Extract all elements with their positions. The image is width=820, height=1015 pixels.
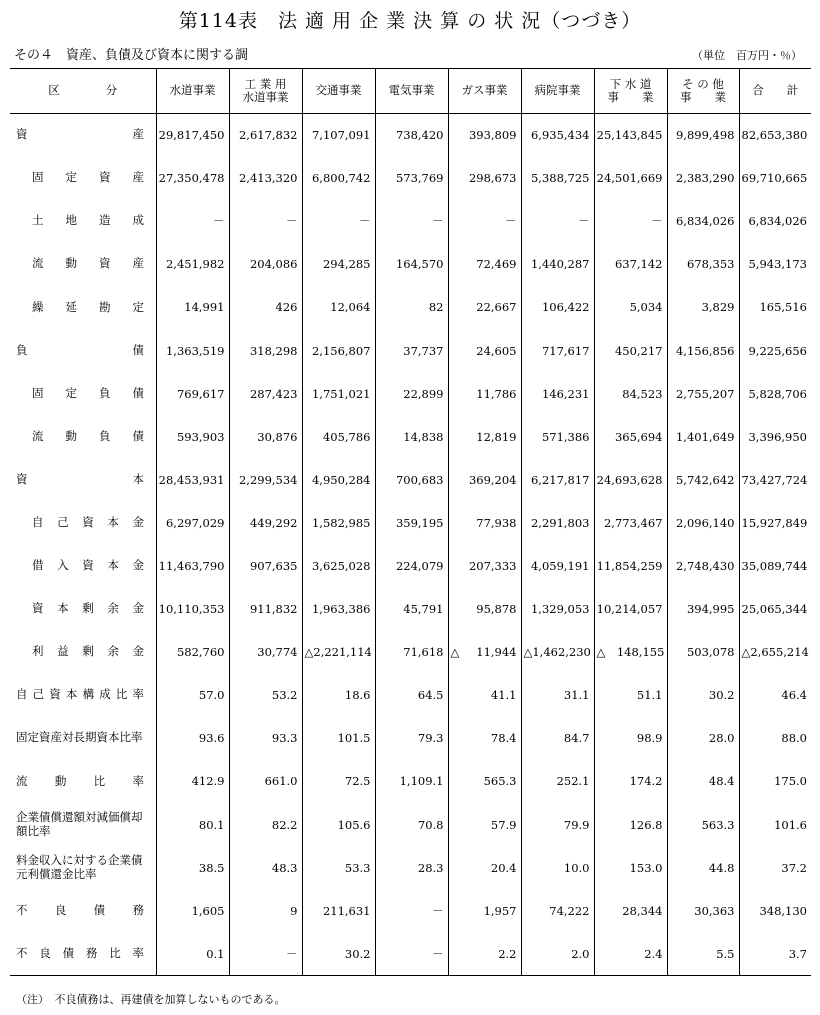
value-cell: 1,751,021	[302, 372, 375, 415]
table-body	[10, 114, 811, 976]
header-label: そ の 他 事 業	[680, 76, 726, 104]
value-cell: 1,440,287	[521, 243, 594, 286]
value-cell: 46.4	[739, 674, 811, 717]
row-label: 固定負債	[32, 385, 144, 400]
value-cell: 911,832	[229, 588, 302, 631]
value-cell: 30,876	[229, 415, 302, 458]
table-row	[10, 588, 811, 631]
value-cell: 24,605	[448, 329, 521, 372]
value-cell: 2.4	[594, 932, 667, 975]
row-label-cell	[10, 631, 156, 674]
value-cell: 563.3	[667, 803, 739, 846]
value-cell: 18.6	[302, 674, 375, 717]
table-row	[10, 889, 811, 932]
value-cell: 82	[375, 286, 448, 329]
value-cell: 12,819	[448, 415, 521, 458]
value-cell: 2,773,467	[594, 501, 667, 544]
value-cell: 11,786	[448, 372, 521, 415]
row-label-cell	[10, 114, 156, 157]
value-cell: 44.8	[667, 846, 739, 889]
row-label-cell	[10, 717, 156, 760]
financial-table	[10, 68, 811, 976]
value-cell: 64.5	[375, 674, 448, 717]
value-cell: 164,570	[375, 243, 448, 286]
row-label: 企業債償還額対減価償却額比率	[16, 809, 143, 838]
value-cell: 51.1	[594, 674, 667, 717]
value-cell: 1,401,649	[667, 415, 739, 458]
value-cell: 700,683	[375, 458, 448, 501]
header-cell	[739, 69, 811, 114]
row-label: 資産	[16, 127, 144, 142]
value-cell: 2,748,430	[667, 544, 739, 587]
section-subtitle: その４ 資産、負債及び資本に関する調	[14, 48, 249, 63]
value-cell: 25,143,845	[594, 114, 667, 157]
value-cell: 593,903	[156, 415, 229, 458]
value-cell: 3,396,950	[739, 415, 811, 458]
row-label: 利益剰余金	[32, 644, 144, 659]
value-cell: －	[375, 200, 448, 243]
value-cell: 9	[229, 889, 302, 932]
value-cell: 2,755,207	[667, 372, 739, 415]
value-cell: 318,298	[229, 329, 302, 372]
row-label-cell	[10, 889, 156, 932]
row-label-cell	[10, 544, 156, 587]
row-label: 料金収入に対する企業債元利償還金比率	[16, 852, 143, 881]
footnote: （注） 不良債務は、再建債を加算しないものである。	[16, 993, 286, 1006]
value-cell: 48.3	[229, 846, 302, 889]
row-label: 自己資本構成比率	[16, 687, 144, 702]
value-cell: 11,854,259	[594, 544, 667, 587]
value-cell: 2,291,803	[521, 501, 594, 544]
value-cell: 769,617	[156, 372, 229, 415]
value-cell: 41.1	[448, 674, 521, 717]
value-cell: 426	[229, 286, 302, 329]
value-cell: 74,222	[521, 889, 594, 932]
value-cell: 359,195	[375, 501, 448, 544]
value-cell: 80.1	[156, 803, 229, 846]
value-cell: 10,214,057	[594, 588, 667, 631]
value-cell: △ 11,944	[448, 631, 521, 674]
table-row	[10, 932, 811, 975]
value-cell: 69,710,665	[739, 157, 811, 200]
value-cell: 70.8	[375, 803, 448, 846]
header-cell	[302, 69, 375, 114]
value-cell: 93.6	[156, 717, 229, 760]
value-cell: 717,617	[521, 329, 594, 372]
value-cell: 30,774	[229, 631, 302, 674]
value-cell: 450,217	[594, 329, 667, 372]
row-label: 資本剰余金	[32, 601, 144, 616]
value-cell: 22,899	[375, 372, 448, 415]
value-cell: 503,078	[667, 631, 739, 674]
row-label-cell	[10, 674, 156, 717]
value-cell: 907,635	[229, 544, 302, 587]
row-label: 固定資産	[32, 170, 144, 185]
value-cell: 5,742,642	[667, 458, 739, 501]
value-cell: 72,469	[448, 243, 521, 286]
value-cell: 38.5	[156, 846, 229, 889]
header-label: 下 水 道 事 業	[607, 76, 654, 104]
value-cell: 637,142	[594, 243, 667, 286]
value-cell: 9,899,498	[667, 114, 739, 157]
value-cell: 126.8	[594, 803, 667, 846]
value-cell: 2,617,832	[229, 114, 302, 157]
table-row	[10, 329, 811, 372]
value-cell: 29,817,450	[156, 114, 229, 157]
value-cell: 393,809	[448, 114, 521, 157]
table-row	[10, 544, 811, 587]
table-row	[10, 458, 811, 501]
value-cell: 573,769	[375, 157, 448, 200]
value-cell: 5,828,706	[739, 372, 811, 415]
value-cell: 571,386	[521, 415, 594, 458]
value-cell: 2,383,290	[667, 157, 739, 200]
value-cell: 57.0	[156, 674, 229, 717]
value-cell: 1,957	[448, 889, 521, 932]
table-row	[10, 286, 811, 329]
value-cell: 14,838	[375, 415, 448, 458]
header-label: 工 業 用 水道事業	[242, 76, 289, 104]
value-cell: △2,221,114	[302, 631, 375, 674]
header-cell	[375, 69, 448, 114]
table-row	[10, 157, 811, 200]
value-cell: 3.7	[739, 932, 811, 975]
row-label: 流動資産	[32, 256, 144, 271]
value-cell: 28.0	[667, 717, 739, 760]
value-cell: 101.5	[302, 717, 375, 760]
value-cell: △2,655,214	[739, 631, 811, 674]
value-cell: 15,927,849	[739, 501, 811, 544]
value-cell: 4,059,191	[521, 544, 594, 587]
row-label-cell	[10, 243, 156, 286]
header-cell	[156, 69, 229, 114]
value-cell: 5,034	[594, 286, 667, 329]
value-cell: 35,089,744	[739, 544, 811, 587]
value-cell: 6,834,026	[667, 200, 739, 243]
value-cell: 12,064	[302, 286, 375, 329]
value-cell: 30,363	[667, 889, 739, 932]
value-cell: 79.9	[521, 803, 594, 846]
value-cell: 106,422	[521, 286, 594, 329]
value-cell: 72.5	[302, 760, 375, 803]
value-cell: 98.9	[594, 717, 667, 760]
header-cell	[521, 69, 594, 114]
row-label-cell	[10, 200, 156, 243]
value-cell: 57.9	[448, 803, 521, 846]
value-cell: 4,156,856	[667, 329, 739, 372]
table-row	[10, 372, 811, 415]
value-cell: 146,231	[521, 372, 594, 415]
row-label: 資本	[16, 471, 144, 486]
value-cell: 565.3	[448, 760, 521, 803]
table-row	[10, 631, 811, 674]
table-row	[10, 674, 811, 717]
value-cell: 88.0	[739, 717, 811, 760]
value-cell: 6,935,434	[521, 114, 594, 157]
row-label-cell	[10, 846, 156, 889]
value-cell: 3,625,028	[302, 544, 375, 587]
value-cell: 7,107,091	[302, 114, 375, 157]
table-row	[10, 760, 811, 803]
value-cell: 24,693,628	[594, 458, 667, 501]
value-cell: 1,963,386	[302, 588, 375, 631]
value-cell: 28,344	[594, 889, 667, 932]
table-row	[10, 803, 811, 846]
value-cell: 11,463,790	[156, 544, 229, 587]
table-row	[10, 717, 811, 760]
value-cell: 348,130	[739, 889, 811, 932]
value-cell: 6,834,026	[739, 200, 811, 243]
row-label-cell	[10, 501, 156, 544]
table-row	[10, 501, 811, 544]
value-cell: 37.2	[739, 846, 811, 889]
value-cell: 24,501,669	[594, 157, 667, 200]
row-label: 流動比率	[16, 773, 144, 788]
value-cell: 9,225,656	[739, 329, 811, 372]
header-row	[10, 69, 811, 114]
value-cell: 2.0	[521, 932, 594, 975]
value-cell: 287,423	[229, 372, 302, 415]
header-label: 電気事業	[388, 83, 435, 98]
value-cell: －	[375, 889, 448, 932]
value-cell: 2,156,807	[302, 329, 375, 372]
value-cell: 28,453,931	[156, 458, 229, 501]
value-cell: －	[375, 932, 448, 975]
value-cell: －	[156, 200, 229, 243]
row-label: 流動負債	[32, 428, 144, 443]
value-cell: 175.0	[739, 760, 811, 803]
value-cell: 28.3	[375, 846, 448, 889]
row-label-cell	[10, 329, 156, 372]
row-label: 自己資本金	[32, 514, 144, 529]
value-cell: 30.2	[302, 932, 375, 975]
value-cell: 405,786	[302, 415, 375, 458]
row-label: 負債	[16, 342, 144, 357]
value-cell: 4,950,284	[302, 458, 375, 501]
row-label: 不良債務比率	[16, 945, 144, 960]
value-cell: 1,582,985	[302, 501, 375, 544]
value-cell: －	[229, 932, 302, 975]
value-cell: 3,829	[667, 286, 739, 329]
value-cell: 204,086	[229, 243, 302, 286]
header-label: 水道事業	[169, 83, 216, 98]
table-row	[10, 243, 811, 286]
value-cell: 5,943,173	[739, 243, 811, 286]
row-label-cell	[10, 932, 156, 975]
value-cell: 252.1	[521, 760, 594, 803]
row-label: 借入資本金	[32, 558, 144, 573]
value-cell: 6,217,817	[521, 458, 594, 501]
value-cell: 294,285	[302, 243, 375, 286]
value-cell: 77,938	[448, 501, 521, 544]
value-cell: 5.5	[667, 932, 739, 975]
value-cell: 10,110,353	[156, 588, 229, 631]
value-cell: 53.2	[229, 674, 302, 717]
value-cell: 5,388,725	[521, 157, 594, 200]
unit-label: （単位 百万円・％）	[692, 49, 802, 62]
value-cell: 30.2	[667, 674, 739, 717]
value-cell: 20.4	[448, 846, 521, 889]
value-cell: 84,523	[594, 372, 667, 415]
row-label-cell	[10, 372, 156, 415]
value-cell: 0.1	[156, 932, 229, 975]
value-cell: 1,329,053	[521, 588, 594, 631]
table-row	[10, 114, 811, 157]
value-cell: 738,420	[375, 114, 448, 157]
value-cell: 95,878	[448, 588, 521, 631]
value-cell: 678,353	[667, 243, 739, 286]
header-cell	[229, 69, 302, 114]
value-cell: 1,605	[156, 889, 229, 932]
value-cell: 14,991	[156, 286, 229, 329]
value-cell: 2,299,534	[229, 458, 302, 501]
value-cell: 25,065,344	[739, 588, 811, 631]
value-cell: －	[229, 200, 302, 243]
value-cell: 27,350,478	[156, 157, 229, 200]
value-cell: 211,631	[302, 889, 375, 932]
value-cell: 37,737	[375, 329, 448, 372]
value-cell: －	[448, 200, 521, 243]
value-cell: 22,667	[448, 286, 521, 329]
value-cell: 661.0	[229, 760, 302, 803]
row-label-cell	[10, 157, 156, 200]
value-cell: 6,297,029	[156, 501, 229, 544]
value-cell: 6,800,742	[302, 157, 375, 200]
value-cell: 153.0	[594, 846, 667, 889]
value-cell: 369,204	[448, 458, 521, 501]
value-cell: 105.6	[302, 803, 375, 846]
header-label: 合 計	[752, 83, 799, 98]
row-label-cell	[10, 760, 156, 803]
value-cell: 1,109.1	[375, 760, 448, 803]
value-cell: 207,333	[448, 544, 521, 587]
row-label-cell	[10, 458, 156, 501]
value-cell: △ 148,155	[594, 631, 667, 674]
table-row	[10, 200, 811, 243]
row-label: 土地造成	[32, 213, 144, 228]
value-cell: 82.2	[229, 803, 302, 846]
value-cell: 412.9	[156, 760, 229, 803]
value-cell: 10.0	[521, 846, 594, 889]
header-cell	[448, 69, 521, 114]
value-cell: 48.4	[667, 760, 739, 803]
value-cell: 394,995	[667, 588, 739, 631]
header-label: 交通事業	[315, 83, 362, 98]
value-cell: 2.2	[448, 932, 521, 975]
value-cell: 93.3	[229, 717, 302, 760]
value-cell: －	[302, 200, 375, 243]
value-cell: 1,363,519	[156, 329, 229, 372]
row-label-cell	[10, 588, 156, 631]
page-title: 第114表 法 適 用 企 業 決 算 の 状 況（つづき）	[178, 10, 642, 32]
header-label: ガス事業	[461, 83, 508, 98]
value-cell: 101.6	[739, 803, 811, 846]
value-cell: 224,079	[375, 544, 448, 587]
value-cell: 84.7	[521, 717, 594, 760]
table-row	[10, 846, 811, 889]
value-cell: 45,791	[375, 588, 448, 631]
value-cell: 82,653,380	[739, 114, 811, 157]
value-cell: 31.1	[521, 674, 594, 717]
value-cell: 365,694	[594, 415, 667, 458]
row-label-cell	[10, 286, 156, 329]
row-label-cell	[10, 415, 156, 458]
row-label-cell	[10, 803, 156, 846]
value-cell: －	[594, 200, 667, 243]
value-cell: 73,427,724	[739, 458, 811, 501]
header-label: 区 分	[48, 83, 118, 98]
value-cell: 298,673	[448, 157, 521, 200]
row-label: 不良債務	[16, 902, 144, 917]
header-cell	[667, 69, 739, 114]
table-row	[10, 415, 811, 458]
value-cell: 174.2	[594, 760, 667, 803]
value-cell: 71,618	[375, 631, 448, 674]
row-label: 固定資産対長期資本比率	[16, 730, 143, 745]
row-label: 繰延勘定	[32, 299, 144, 314]
header-label: 病院事業	[534, 83, 581, 98]
header-cell	[594, 69, 667, 114]
value-cell: △1,462,230	[521, 631, 594, 674]
value-cell: 165,516	[739, 286, 811, 329]
value-cell: 2,451,982	[156, 243, 229, 286]
value-cell: 449,292	[229, 501, 302, 544]
value-cell: 79.3	[375, 717, 448, 760]
value-cell: 78.4	[448, 717, 521, 760]
value-cell: 2,413,320	[229, 157, 302, 200]
value-cell: －	[521, 200, 594, 243]
value-cell: 2,096,140	[667, 501, 739, 544]
value-cell: 53.3	[302, 846, 375, 889]
header-cell	[10, 69, 156, 114]
value-cell: 582,760	[156, 631, 229, 674]
